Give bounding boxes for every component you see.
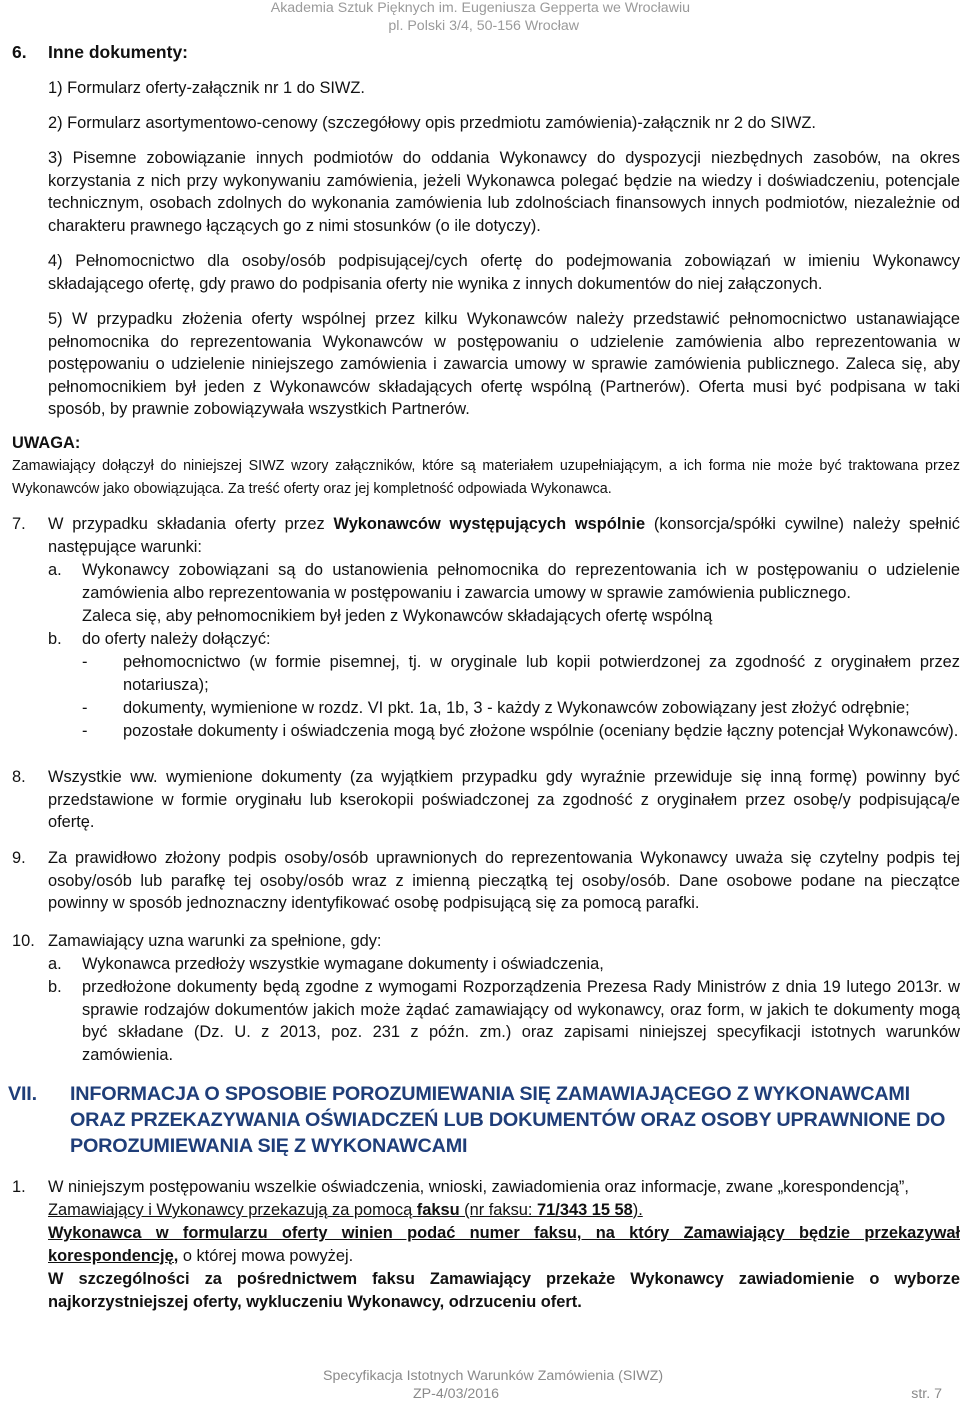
page-number: str. 7 [911, 1386, 942, 1402]
note-text: Zamawiający dołączył do niniejszej SIWZ wzory załączników, które są materiałem uzupełniającym, a ich forma nie może być traktowana przez Wykonawców jako obowiązująca. Za treść oferty oraz jej kompletność odpowiada Wykonawca. [12, 458, 960, 497]
section-6-number: 6. [12, 42, 27, 62]
point-7-post: (konsorcja/spółki cywilne) należy spełnić następujące warunki: [48, 515, 960, 556]
dash-text: pozostałe dokumenty i oświadczenia mogą być złożone wspólnie (oceniany będzie łączny potencjał Wykonawców). [123, 722, 959, 740]
s7-point-1-bold-para [48, 1222, 960, 1267]
header-address: pl. Polski 3/4, 50-156 Wrocław [388, 18, 579, 34]
header-institution: Akademia Sztuk Pięknych im. Eugeniusza Gepperta we Wrocławiu [270, 0, 690, 16]
point-10-text: Zamawiający uzna warunki za spełnione, gdy: [48, 932, 382, 950]
point-7b-mark: b. [48, 630, 62, 648]
point-9-text: Za prawidłowo złożony podpis osoby/osób uprawnionych do reprezentowania Wykonawcy uważa się czytelny podpis tej osoby/osób lub parafkę tej osoby/osób wraz z imienną pieczątką tej osoby/osób. Dane osobowe podane na pieczątce powinny w sposób jednoznaczny identyfikować osobę podpisującą się za pomocą parafki. [48, 849, 960, 912]
point-7-pre: W przypadku składania oferty przez [48, 515, 334, 533]
footer-title: Specyfikacja Istotnych Warunków Zamówienia (SIWZ) [323, 1368, 664, 1384]
s7-line2-end: ). [632, 1201, 643, 1219]
list-item [82, 651, 960, 696]
s7-point-1-line1: W niniejszym postępowaniu wszelkie oświadczenia, wnioski, zawiadomienia oraz informacje, zwane „korespondencją”, [48, 1178, 909, 1196]
point-7b-text: do oferty należy dołączyć: [82, 630, 271, 648]
point-7-bold: Wykonawców występujących wspólnie [333, 515, 646, 533]
dash-mark: - [82, 722, 88, 740]
section-VII-number: VII. [8, 1083, 37, 1105]
list-item [82, 697, 960, 720]
point-9-number: 9. [12, 849, 26, 867]
s7-bold-para-tail: o której mowa powyżej. [178, 1246, 354, 1265]
point-7-number: 7. [12, 515, 26, 533]
s7-point-1-line2 [48, 1199, 960, 1222]
note-label: UWAGA: [12, 434, 81, 452]
list-item [82, 720, 960, 743]
list-item: 3) Pisemne zobowiązanie innych podmiotów do oddania Wykonawcy do dyspozycji niezbędnych zasobów, na okres korzystania z nich przy wykonywaniu zamówienia, jeżeli Wykonawca polegać będzie na wiedzy i doświadczeniu, potencjale technicznym, osobach zdolnych do wykonania zamówienia lub zdolnościach finansowych innych podmiotów, niezależnie od charakteru prawnego łączących go z nimi stosunków (o ile dotyczy). [48, 149, 960, 235]
point-7-text [48, 513, 960, 558]
s7-line2-pre: Zamawiający i Wykonawcy przekazują za pomocą [48, 1201, 417, 1219]
point-10a-mark: a. [48, 955, 62, 973]
point-7a-text2: Zaleca się, aby pełnomocnikiem był jeden z Wykonawców składających ofertę wspólną [82, 607, 713, 625]
footer-case-number: ZP-4/03/2016 [413, 1386, 499, 1402]
point-7a-mark: a. [48, 561, 62, 579]
list-item: 2) Formularz asortymentowo-cenowy (szczegółowy opis przedmiotu zamówienia)-załącznik nr 2 do SIWZ. [48, 114, 816, 132]
point-8-number: 8. [12, 768, 26, 786]
fax-number: 71/343 15 58 [537, 1201, 633, 1219]
point-10b-mark: b. [48, 978, 62, 996]
dash-mark: - [82, 699, 88, 717]
list-item: 1) Formularz oferty-załącznik nr 1 do SIWZ. [48, 79, 365, 97]
point-7a-text: Wykonawcy zobowiązani są do ustanowienia pełnomocnika do reprezentowania ich w postępowaniu o udzielenie zamówienia albo reprezentowania w postępowaniu i zawarcia umowy w sprawie zamówienia publicznego. [82, 561, 960, 602]
point-10b-text: przedłożone dokumenty będą zgodne z wymogami Rozporządzenia Prezesa Rady Ministrów z dnia 19 lutego 2013r. w sprawie rodzajów dokumentów jakich może żądać zamawiający od wykonawcy, oraz form, w jakich te dokumenty mogą być składane (Dz. U. z 2013, poz. 231 z późn. zm.) oraz zapisami niniejszej specyfikacji istotnych warunków zamówienia. [82, 978, 960, 1064]
s7-point-1-number: 1. [12, 1178, 26, 1196]
s7-point-1-last: W szczególności za pośrednictwem faksu Zamawiający przekaże Wykonawcy zawiadomienie o wyborze najkorzystniejszej oferty, wykluczeniu Wykonawcy, odrzuceniu ofert. [48, 1270, 960, 1311]
s7-bold-para: Wykonawca w formularzu oferty winien podać numer faksu, na który Zamawiający będzie przekazywał korespondencję, [48, 1224, 960, 1265]
section-6-title: Inne dokumenty: [48, 42, 189, 62]
dash-text: pełnomocnictwo (w formie pisemnej, tj. w oryginale lub kopii potwierdzonej za zgodność z oryginałem przez notariusza); [123, 653, 960, 694]
point-10-number: 10. [12, 932, 35, 950]
dash-text: dokumenty, wymienione w rozdz. VI pkt. 1a, 1b, 3 - każdy z Wykonawców zobowiązany jest złożyć odrębnie; [123, 699, 910, 717]
point-10a-text: Wykonawca przedłoży wszystkie wymagane dokumenty i oświadczenia, [82, 955, 604, 973]
list-item: 5) W przypadku złożenia oferty wspólnej przez kilku Wykonawców należy przedstawić pełnomocnictwo ustanawiające pełnomocnika do reprezentowania Wykonawców w postępowaniu o udzielenie zamówienia albo reprezentowania w postępowaniu o udzielenie niniejszego zamówienia i zawarcia umowy w sprawie zamówienia publicznego. Zaleca się, aby pełnomocnikiem był jeden z Wykonawców składających ofertę wspólną (Partnerów). Oferta musi być podpisana w taki sposób, by prawnie zobowiązywała wszystkich Partnerów. [48, 310, 960, 418]
dash-mark: - [82, 653, 88, 671]
s7-line2-mid: (nr faksu: [459, 1201, 538, 1219]
section-VII-title: INFORMACJA O SPOSOBIE POROZUMIEWANIA SIĘ ZAMAWIAJĄCEGO Z WYKONAWCAMI ORAZ PRZEKAZYWANIA OŚWIADCZEŃ LUB DOKUMENTÓW ORAZ OSOBY UPRAWNIONE DO POROZUMIEWANIA SIĘ Z WYKONAWCAMI [70, 1083, 946, 1157]
point-8-text: Wszystkie ww. wymienione dokumenty (za wyjątkiem przypadku gdy wyraźnie przewiduje się inną formę) powinny być przedstawione w formie oryginału lub kserokopii poświadczonej za zgodność z oryginałem przez osobę/y podpisującą/e ofertę. [48, 768, 960, 831]
list-item: 4) Pełnomocnictwo dla osoby/osób podpisującej/cych ofertę do podejmowania zobowiązań w imieniu Wykonawcy składającego ofertę, gdy prawo do podpisania oferty nie wynika z innych dokumentów do niej załączonych. [48, 252, 960, 293]
s7-line2-bold: faksu [416, 1201, 460, 1219]
